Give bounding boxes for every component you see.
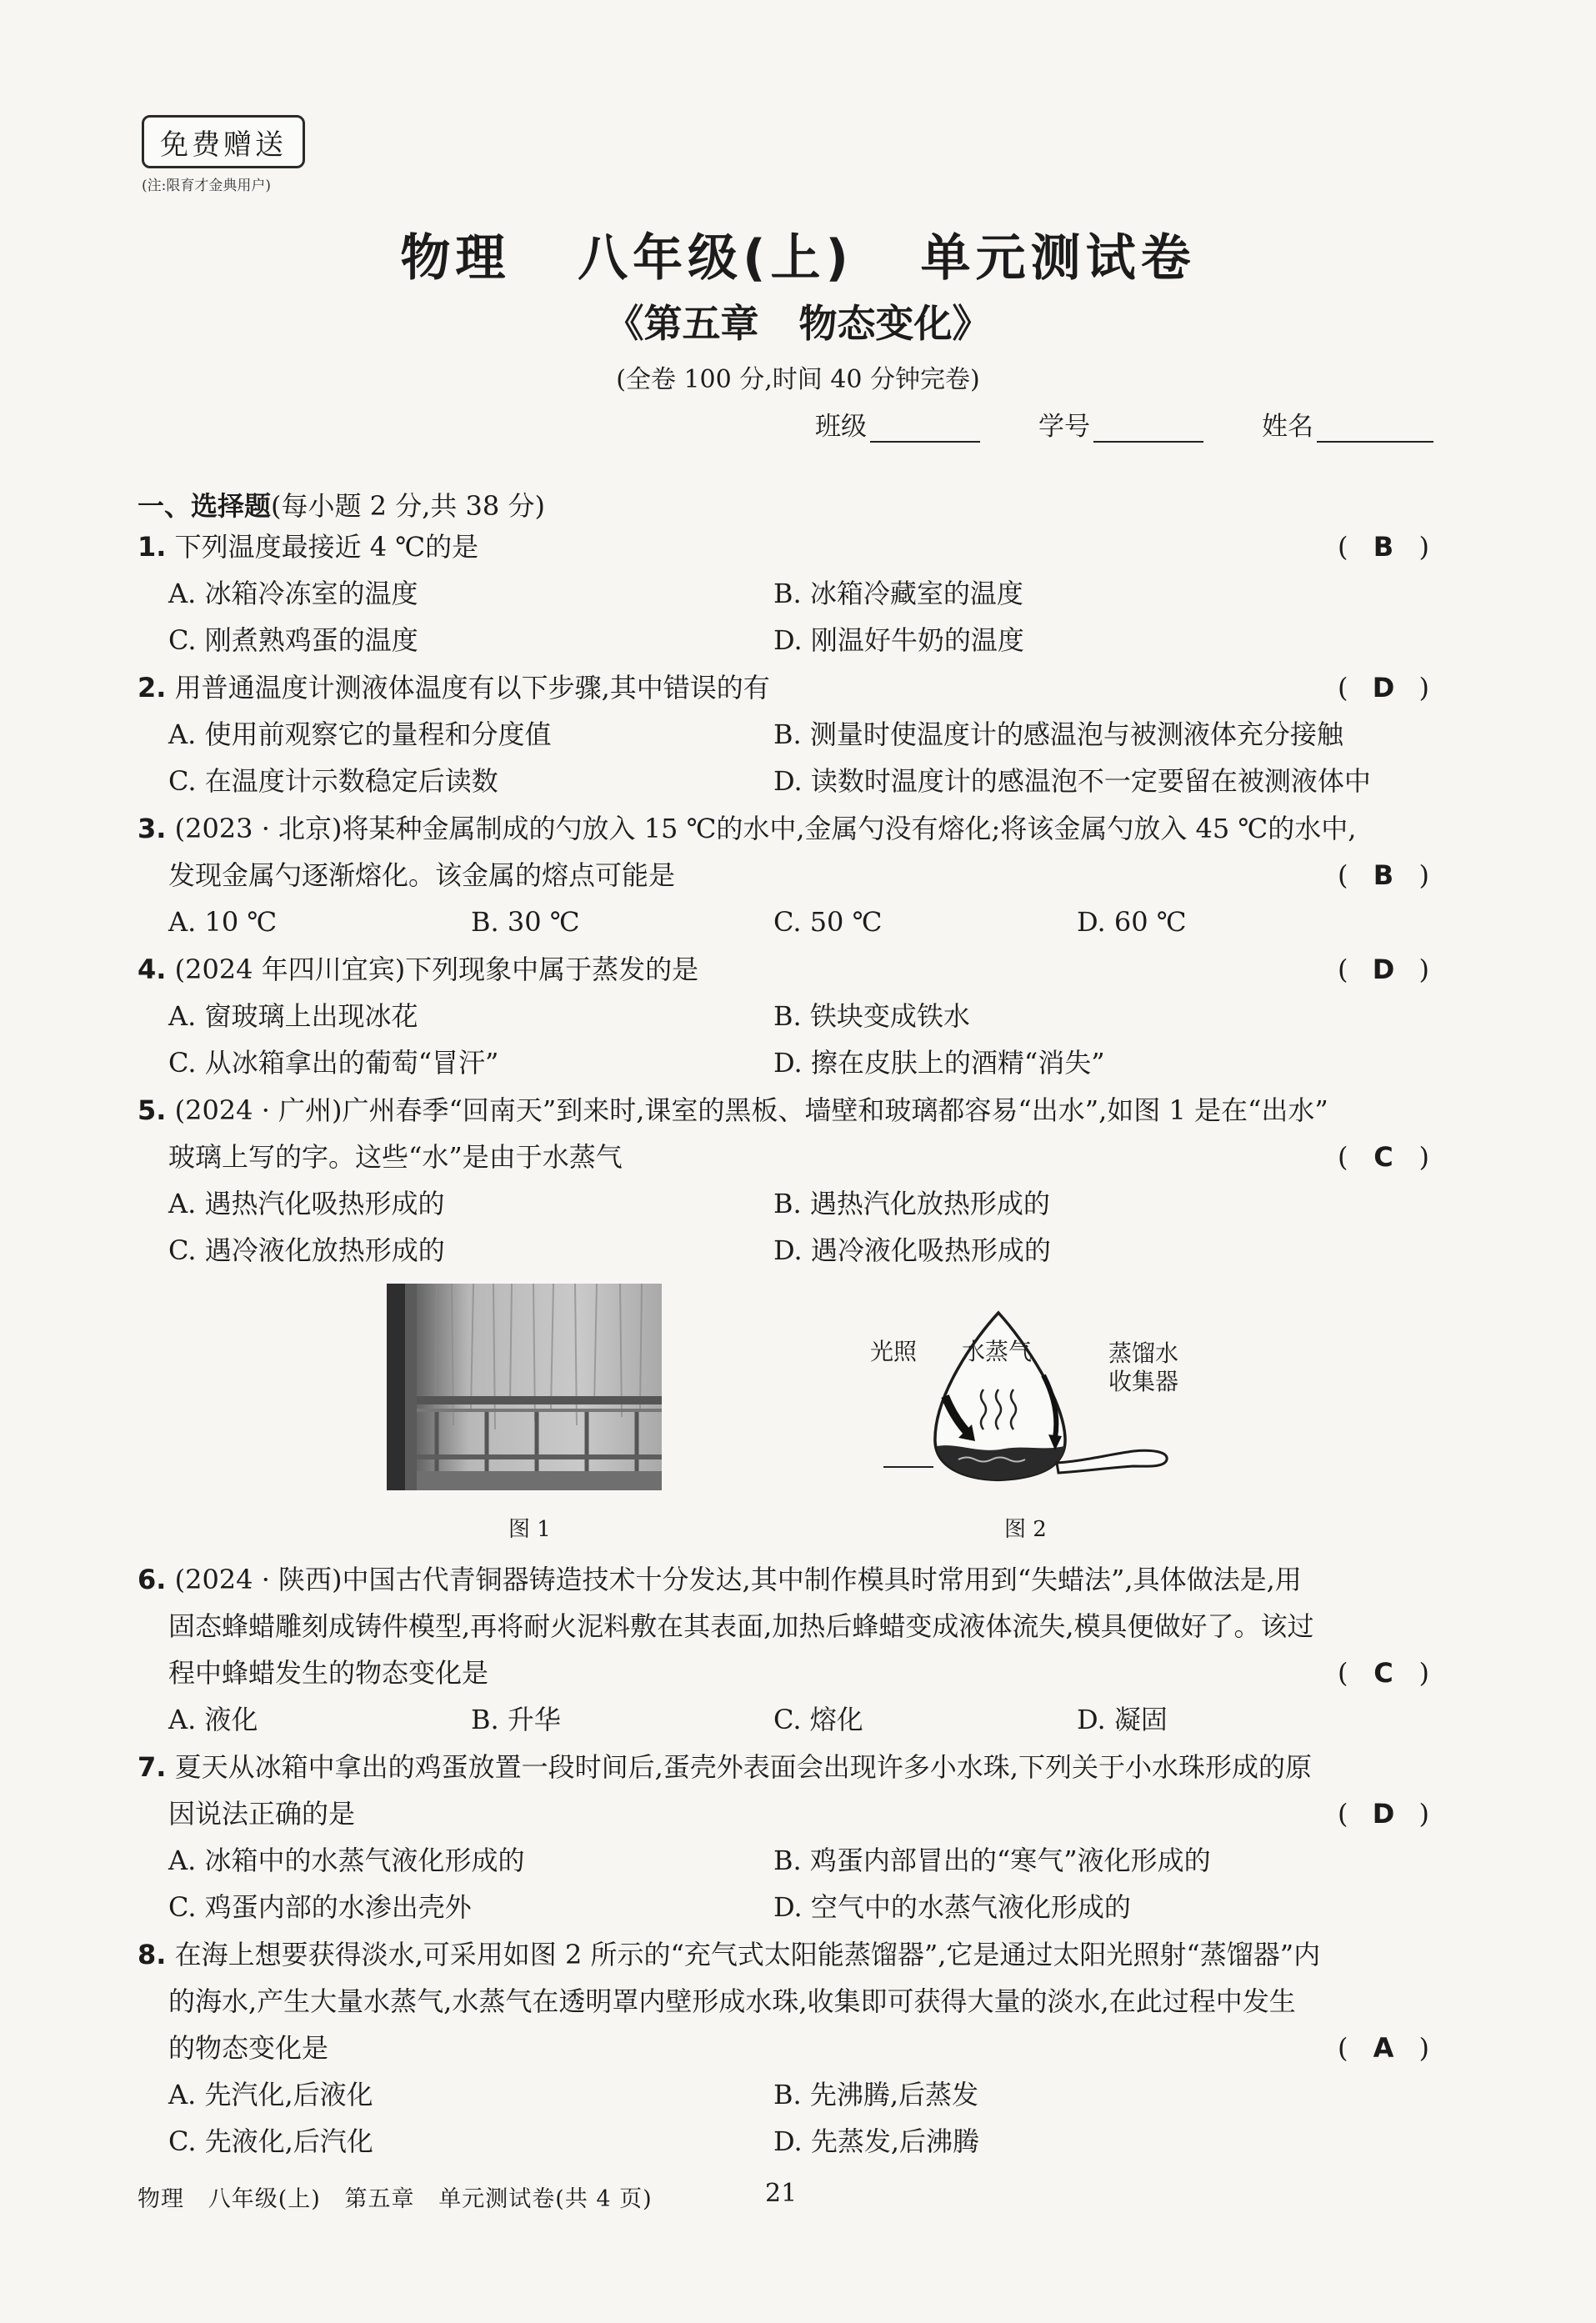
label-distilled-water: 蒸馏水	[1108, 1339, 1179, 1367]
question-3-option-c: C. 50 ℃	[773, 906, 883, 938]
question-1-option-c: C. 刚煮熟鸡蛋的温度	[168, 624, 418, 656]
figure-1-caption: 图 1	[508, 1517, 551, 1542]
question-8-stem-line-2: 的海水,产生大量水蒸气,水蒸气在透明罩内壁形成水珠,收集即可获得大量的淡水,在此过程中发生	[168, 1985, 1296, 2017]
question-3-answer: ( B )	[1338, 859, 1429, 891]
name-field[interactable]: 姓名	[1262, 405, 1433, 443]
question-6-option-a: A. 液化	[168, 1704, 258, 1735]
question-4-option-d: D. 擦在皮肤上的酒精“消失”	[773, 1047, 1105, 1079]
question-5-answer: ( C )	[1338, 1141, 1429, 1173]
question-1-stem: 1. 下列温度最接近 4 ℃的是	[138, 531, 479, 563]
question-5-stem-line-2: 玻璃上写的字。这些“水”是由于水蒸气	[168, 1141, 623, 1173]
question-7-option-b: B. 鸡蛋内部冒出的“寒气”液化形成的	[773, 1845, 1211, 1876]
question-4-stem: 4. (2024 年四川宜宾)下列现象中属于蒸发的是	[138, 954, 699, 985]
question-6-option-d: D. 凝固	[1077, 1704, 1168, 1735]
exam-note: (全卷 100 分,时间 40 分钟完卷)	[616, 365, 980, 394]
question-8-answer: ( A )	[1338, 2032, 1429, 2064]
question-7-stem: 7. 夏天从冰箱中拿出的鸡蛋放置一段时间后,蛋壳外表面会出现许多小水珠,下列关于小水珠形成的原	[138, 1751, 1312, 1783]
page-title: 物理 八年级(上) 单元测试卷	[400, 229, 1196, 288]
question-3-option-b: B. 30 ℃	[471, 906, 580, 938]
question-1-option-a: A. 冰箱冷冻室的温度	[168, 578, 418, 609]
question-6-stem: 6. (2024 · 陕西)中国古代青铜器铸造技术十分发达,其中制作模具时常用到“失蜡法”,具体做法是,用	[138, 1564, 1302, 1595]
question-4-option-a: A. 窗玻璃上出现冰花	[168, 1000, 418, 1032]
question-6-option-c: C. 熔化	[773, 1704, 863, 1735]
question-6-answer: ( C )	[1338, 1657, 1429, 1689]
question-2-option-c: C. 在温度计示数稳定后读数	[168, 765, 498, 797]
question-8-stem: 8. 在海上想要获得淡水,可采用如图 2 所示的“充气式太阳能蒸馏器”,它是通过太阳光照射“蒸馏器”内	[138, 1939, 1321, 1970]
question-2-stem: 2. 用普通温度计测液体温度有以下步骤,其中错误的有	[138, 672, 770, 703]
question-2-option-a: A. 使用前观察它的量程和分度值	[168, 718, 552, 750]
question-7-option-a: A. 冰箱中的水蒸气液化形成的	[168, 1845, 525, 1876]
question-1-option-d: D. 刚温好牛奶的温度	[773, 624, 1024, 656]
question-7-option-d: D. 空气中的水蒸气液化形成的	[773, 1891, 1131, 1923]
question-8-option-d: D. 先蒸发,后沸腾	[773, 2125, 980, 2157]
page-footer: 物理 八年级(上) 第五章 单元测试卷(共 4 页)	[138, 2186, 653, 2212]
question-6-stem-line-2: 固态蜂蜡雕刻成铸件模型,再将耐火泥料敷在其表面,加热后蜂蜡变成液体流失,模具便做好了。该过	[168, 1610, 1314, 1642]
figure-1-window-image	[387, 1284, 662, 1490]
question-6-option-b: B. 升华	[471, 1704, 561, 1735]
free-gift-stamp: 免费赠送	[142, 115, 305, 168]
question-8-option-b: B. 先沸腾,后蒸发	[773, 2079, 979, 2110]
page-number: 21	[765, 2179, 798, 2208]
student-info-fields	[815, 405, 1433, 443]
label-collector: 收集器	[1108, 1368, 1179, 1395]
label-light: 光照	[870, 1338, 918, 1365]
question-2-answer: ( D )	[1338, 672, 1429, 703]
question-4-option-b: B. 铁块变成铁水	[773, 1000, 970, 1032]
question-7-answer: ( D )	[1338, 1798, 1429, 1830]
question-6-stem-line-3: 程中蜂蜡发生的物态变化是	[168, 1657, 489, 1689]
question-4-option-c: C. 从冰箱拿出的葡萄“冒汗”	[168, 1047, 499, 1079]
question-5-option-a: A. 遇热汽化吸热形成的	[168, 1188, 445, 1219]
question-2-option-b: B. 测量时使温度计的感温泡与被测液体充分接触	[773, 718, 1343, 750]
question-4-answer: ( D )	[1338, 954, 1429, 985]
question-8-stem-line-3: 的物态变化是	[168, 2032, 329, 2064]
question-1-answer: ( B )	[1338, 531, 1429, 563]
section-title: 一、选择题(每小题 2 分,共 38 分)	[138, 490, 545, 522]
question-5-stem: 5. (2024 · 广州)广州春季“回南天”到来时,课室的黑板、墙壁和玻璃都容易“出水”,如图 1 是在“出水”	[138, 1094, 1328, 1126]
question-3-stem-line-2: 发现金属勺逐渐熔化。该金属的熔点可能是	[168, 859, 676, 891]
question-1-option-b: B. 冰箱冷藏室的温度	[773, 578, 1023, 609]
question-7-option-c: C. 鸡蛋内部的水渗出壳外	[168, 1891, 472, 1923]
figure-1-photo	[387, 1284, 662, 1490]
question-5-option-c: C. 遇冷液化放热形成的	[168, 1234, 445, 1266]
question-2-option-d: D. 读数时温度计的感温泡不一定要留在被测液体中	[773, 765, 1371, 797]
class-field[interactable]: 班级	[815, 405, 980, 443]
question-3-option-d: D. 60 ℃	[1077, 906, 1187, 938]
question-8-option-c: C. 先液化,后汽化	[168, 2125, 373, 2157]
question-5-option-b: B. 遇热汽化放热形成的	[773, 1188, 1050, 1219]
question-8-option-a: A. 先汽化,后液化	[168, 2079, 373, 2110]
chapter-subtitle: 《第五章 物态变化》	[605, 301, 991, 346]
figure-2-caption: 图 2	[1004, 1517, 1047, 1542]
label-water-vapor: 水蒸气	[962, 1338, 1033, 1365]
figure-2-solar-still-diagram	[858, 1304, 1192, 1500]
stamp-note: (注:限育才金典用户)	[142, 178, 271, 194]
question-5-option-d: D. 遇冷液化吸热形成的	[773, 1234, 1051, 1266]
question-7-stem-line-2: 因说法正确的是	[168, 1798, 356, 1830]
student-number-field[interactable]: 学号	[1038, 405, 1203, 443]
question-3-option-a: A. 10 ℃	[168, 906, 278, 938]
question-3-stem: 3. (2023 · 北京)将某种金属制成的勺放入 15 ℃的水中,金属勺没有熔化;将该金属勺放入 45 ℃的水中,	[138, 813, 1357, 844]
